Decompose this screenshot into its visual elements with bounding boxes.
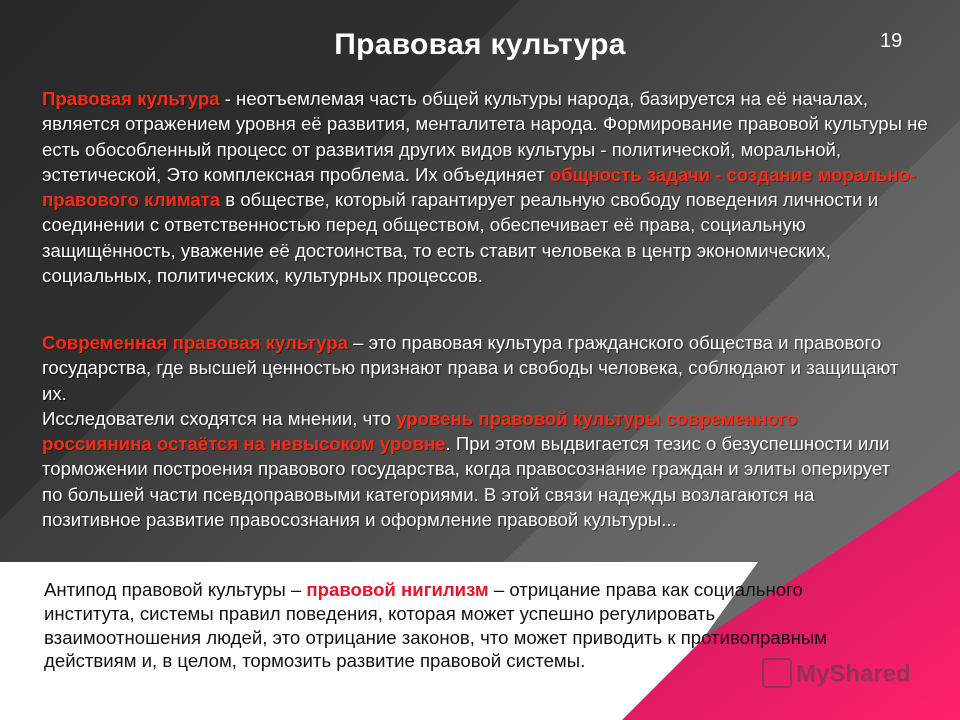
watermark-text: MyShared <box>796 660 911 688</box>
paragraph-nihilism-text-2: – отрицание права как социального института, системы правил поведения, которая может успешно регулировать взаимоотношения людей, это отрицание законов, что может приводить к противоправным действиям и, в целом, тормозить развитие правовой системы. <box>44 579 827 672</box>
watermark <box>762 660 911 690</box>
paragraph-definition-text-1: - неотъемлемая часть общей культуры народа, базируется на её началах, является отражением уровня её развития, менталитета народа. Формирование правовой культуры не есть обособленный процесс от развития других видов культуры - политической, моральной, эстетической, Это комплексная проблема. Их объединяет <box>42 88 928 185</box>
slide-title: Правовая культура <box>334 28 626 61</box>
term-modern-legal-culture: Современная правовая культура <box>42 332 348 353</box>
paragraph-modern-culture <box>42 330 902 532</box>
paragraph-modern-text-3: . При этом выдвигается тезис о безуспешности или торможении построения правового государства, когда правосознание граждан и элиты оперирует по большей части псевдоправовыми категориями. В этой связи надежды возлагаются на позитивное развитие правосознания и оформление правовой культуры... <box>42 433 891 531</box>
watermark-logo-icon <box>762 658 792 688</box>
paragraph-modern-text-1: – это правовая культура гражданского общества и правового государства, где высшей ценностью признают права и свободы человека, соблюдают и защищают их. <box>42 332 899 404</box>
paragraph-definition-text-2: в обществе, который гарантирует реальную свободу поведения личности и соединении с ответственностью перед обществом, обеспечивает её права, социальную защищённость, уважение её достоинства, то есть ставит человека в центр экономических, социальных, политических, культурных процессов. <box>42 189 879 287</box>
highlight-common-task: общность задачи - создание морально-правового климата <box>42 163 917 211</box>
paragraph-nihilism-text-1: Антипод правовой культуры – <box>44 579 307 600</box>
paragraph-modern-text-2: Исследователи сходятся на мнении, что <box>42 407 397 429</box>
paragraph-definition <box>42 86 942 288</box>
paragraph-nihilism <box>44 578 874 673</box>
term-legal-culture: Правовая культура <box>42 88 220 109</box>
slide-number: 19 <box>880 30 903 52</box>
highlight-low-level: уровень правовой культуры современного россиянина остаётся на невысоком уровне <box>42 407 798 455</box>
term-legal-nihilism: правовой нигилизм <box>306 579 489 600</box>
